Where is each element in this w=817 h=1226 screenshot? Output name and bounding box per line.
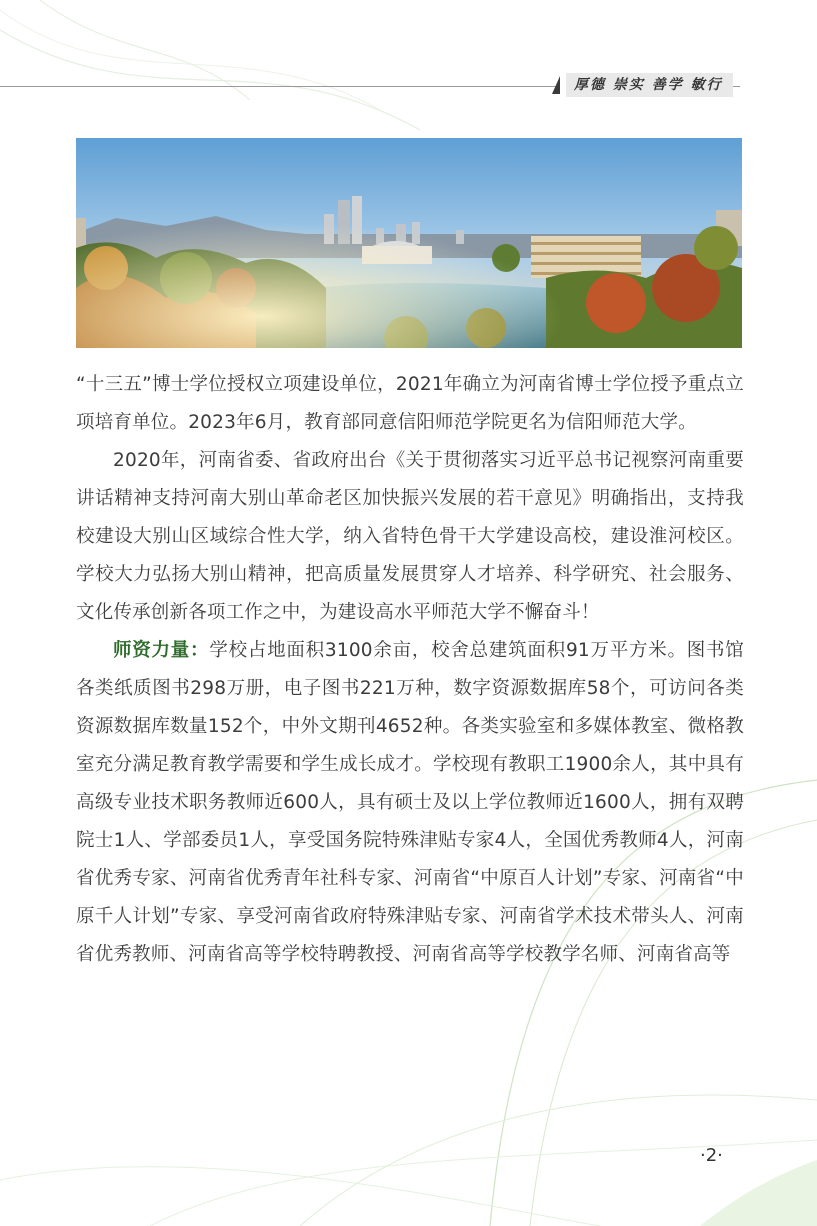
paragraph-3: [76, 632, 744, 974]
section-lead-faculty: 师资力量：: [113, 640, 210, 661]
body-text: [76, 366, 744, 974]
motto-triangle-icon: [552, 76, 560, 94]
header-rule: [0, 86, 560, 87]
header-motto-box: [552, 72, 726, 98]
school-motto: 厚德 崇实 善学 敏行: [566, 73, 733, 97]
paragraph-3-text: 学校占地面积3100余亩，校舍总建筑面积91万平方米。图书馆各类纸质图书298万册，电子图书221万种，数字资源数据库58个，可访问各类资源数据库数量152个，中外文期刊4652种。各类实验室和多媒体教室、微格教室充分满足教育教学需要和学生成长成才。学校现有教职工1900余人，其中具有高级专业技术职务教师近600人，具有硕士及以上学位教师近1600人，拥有双聘院士1人、学部委员1人，享受国务院特殊津贴专家4人，全国优秀教师4人，河南省优秀专家、河南省优秀青年社科专家、河南省“中原百人计划”专家、河南省“中原千人计划”专家、享受河南省政府特殊津贴专家、河南省学术技术带头人、河南省优秀教师、河南省高等学校特聘教授、河南省高等学校教学名师、河南省高等: [76, 640, 744, 965]
campus-photo: [76, 138, 742, 348]
paragraph-2: 2020年，河南省委、省政府出台《关于贯彻落实习近平总书记视察河南重要讲话精神支持河南大别山革命老区加快振兴发展的若干意见》明确指出，支持我校建设大别山区域综合性大学，纳入省特色骨干大学建设高校，建设淮河校区。学校大力弘扬大别山精神，把高质量发展贯穿人才培养、科学研究、社会服务、文化传承创新各项工作之中，为建设高水平师范大学不懈奋斗！: [76, 450, 744, 623]
paragraph-1: “十三五”博士学位授权立项建设单位，2021年确立为河南省博士学位授予重点立项培育单位。2023年6月，教育部同意信阳师范学院更名为信阳师范大学。: [76, 374, 744, 433]
page-number: ·2·: [700, 1145, 723, 1166]
